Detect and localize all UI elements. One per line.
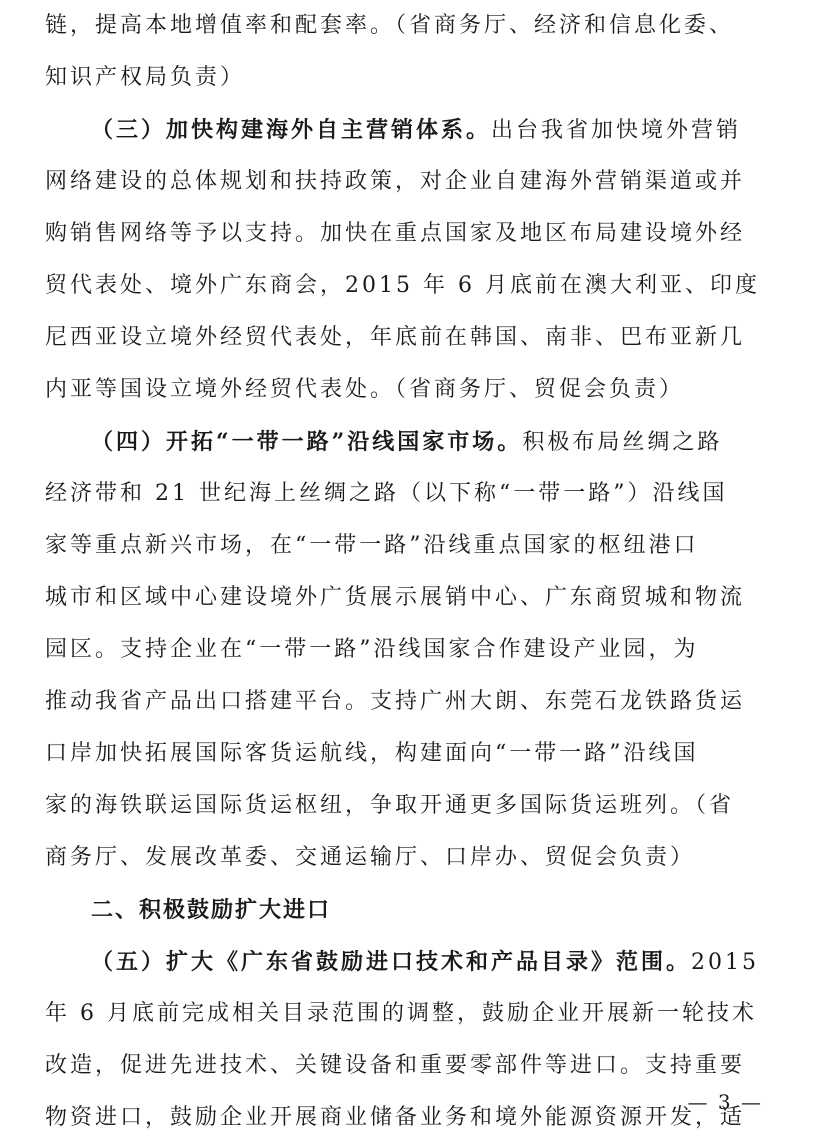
document-page <box>45 0 780 1144</box>
text-line: 尼西亚设立境外经贸代表处，年底前在韩国、南非、巴布亚新几 <box>45 325 746 350</box>
text-line: 推动我省产品出口搭建平台。支持广州大朗、东莞石龙铁路货运 <box>45 689 746 714</box>
section-five-title: （五）扩大《广东省鼓励进口技术和产品目录》范围。 <box>91 949 692 975</box>
section-five-line: （五）扩大《广东省鼓励进口技术和产品目录》范围。2015 <box>91 949 760 975</box>
text-line: 链，提高本地增值率和配套率。（省商务厅、经济和信息化委、 <box>45 13 735 38</box>
text-line: 园区。支持企业在“一带一路”沿线国家合作建设产业园，为 <box>45 637 699 662</box>
text-line: 经济带和 21 世纪海上丝绸之路（以下称“一带一路”）沿线国 <box>45 481 728 506</box>
text-line: 家的海铁联运国际货运枢纽，争取开通更多国际货运班列。（省 <box>45 793 735 818</box>
text-line: 年 6 月底前完成相关目录范围的调整，鼓励企业开展新一轮技术 <box>45 1001 757 1026</box>
text-line: 商务厅、发展改革委、交通运输厅、口岸办、贸促会负责） <box>45 845 696 870</box>
text-line: 家等重点新兴市场，在“一带一路”沿线重点国家的枢纽港口 <box>45 533 699 558</box>
text-line: 知识产权局负责） <box>45 65 246 90</box>
page-number: — 3 — <box>687 1090 763 1114</box>
section-four-line: （四）开拓“一带一路”沿线国家市场。积极布局丝绸之路 <box>91 429 723 455</box>
section-three-line: （三）加快构建海外自主营销体系。出台我省加快境外营销 <box>91 117 742 143</box>
section-three-title: （三）加快构建海外自主营销体系。 <box>91 117 492 143</box>
text-line: 网络建设的总体规划和扶持政策，对企业自建海外营销渠道或并 <box>45 169 746 194</box>
text-line: 贸代表处、境外广东商会，2015 年 6 月底前在澳大利亚、印度 <box>45 273 760 298</box>
section-four-title: （四）开拓“一带一路”沿线国家市场。 <box>91 429 523 455</box>
section-heading: 二、积极鼓励扩大进口 <box>91 897 332 923</box>
text-line: 口岸加快拓展国际客货运航线，构建面向“一带一路”沿线国 <box>45 741 699 766</box>
text-line: 物资进口，鼓励企业开展商业储备业务和境外能源资源开发，适 <box>45 1105 746 1130</box>
text-line: 购销售网络等予以支持。加快在重点国家及地区布局建设境外经 <box>45 221 746 246</box>
text-line: 内亚等国设立境外经贸代表处。（省商务厅、贸促会负责） <box>45 377 685 402</box>
text-line: 改造，促进先进技术、关键设备和重要零部件等进口。支持重要 <box>45 1053 746 1078</box>
text-line: 城市和区域中心建设境外广货展示展销中心、广东商贸城和物流 <box>45 585 746 610</box>
